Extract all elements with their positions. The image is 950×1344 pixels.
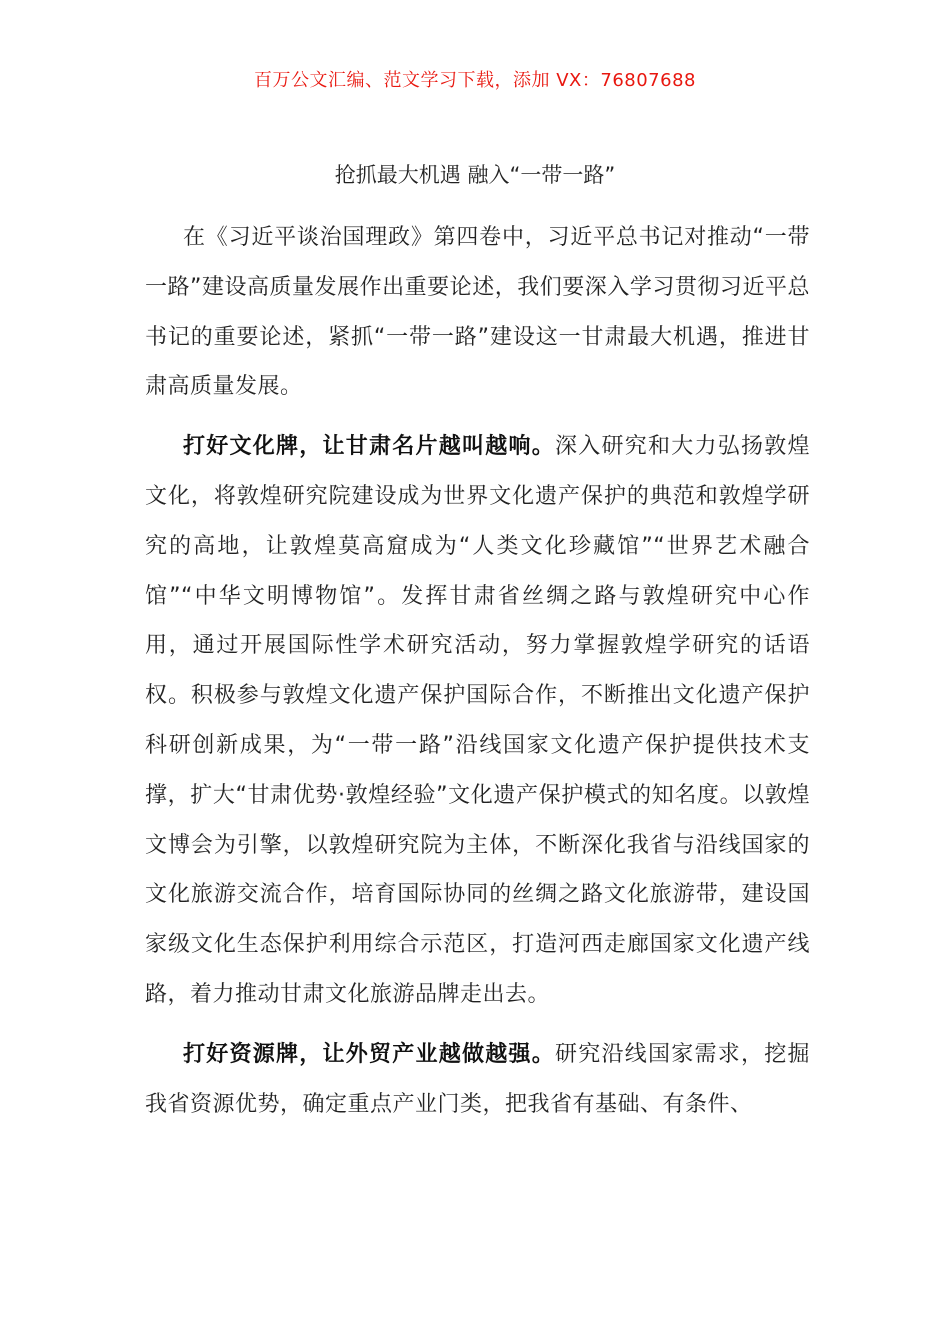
page-title: 抢抓最大机遇 融入“一带一路”: [334, 163, 616, 187]
paragraph-text: 在《习近平谈治国理政》第四卷中，习近平总书记对推动“一带一路”建设高质量发展作出重要论述，我们要深入学习贯彻习近平总书记的重要论述，紧抓“一带一路”建设这一甘肃最大机遇，推进甘肃高质量发展。: [145, 225, 810, 400]
paragraph-culture: [145, 422, 810, 1020]
paragraph-resources: [145, 1030, 810, 1130]
paragraph-lead: 打好资源牌，让外贸产业越做越强。: [183, 1041, 555, 1067]
paragraph-lead: 打好文化牌，让甘肃名片越叫越响。: [183, 434, 555, 460]
paragraph-intro: [145, 213, 810, 412]
document-body: [145, 213, 810, 1129]
paragraph-text: 研究沿线国家需求，挖掘我省资源优势，确定重点产业门类，把我省有基础、有条件、: [145, 1041, 810, 1117]
paragraph-text: 深入研究和大力弘扬敦煌文化，将敦煌研究院建设成为世界文化遗产保护的典范和敦煌学研究的高地，让敦煌莫高窟成为“人类文化珍藏馆”“世界艺术融合馆”“中华文明博物馆”。发挥甘肃省丝绸之路与敦煌研究中心作用，通过开展国际性学术研究活动，努力掌握敦煌学研究的话语权。积极参与敦煌文化遗产保护国际合作，不断推出文化遗产保护科研创新成果，为“一带一路”沿线国家文化遗产保护提供技术支撑，扩大“甘肃优势·敦煌经验”文化遗产保护模式的知名度。以敦煌文博会为引擎，以敦煌研究院为主体，不断深化我省与沿线国家的文化旅游交流合作，培育国际协同的丝绸之路文化旅游带，建设国家级文化生态保护利用综合示范区，打造河西走廊国家文化遗产线路，着力推动甘肃文化旅游品牌走出去。: [145, 434, 810, 1007]
header-note: 百万公文汇编、范文学习下载，添加 VX：76807688: [254, 70, 696, 91]
